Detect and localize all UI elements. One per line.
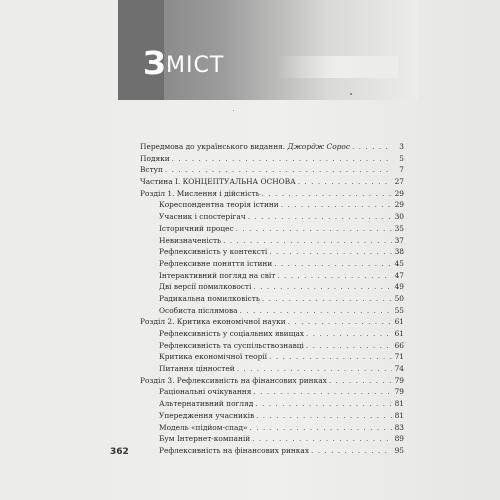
dot-leader [256,410,392,422]
toc-title-text: Упередження учасників [159,410,255,420]
dot-leader [252,433,392,445]
toc-entry-title [159,363,235,375]
toc-title-text: Рефлексивне поняття істини [159,258,273,268]
toc-entry [140,398,404,410]
toc-entry [140,199,404,211]
toc-entry [140,293,404,305]
toc-page-number: 81 [394,410,404,420]
dot-leader [253,386,392,398]
toc-entry [140,433,404,445]
bleed-through-shadow [276,56,398,78]
toc-page-number: 71 [394,352,404,362]
toc-entry [140,351,404,363]
toc-entry [140,223,404,235]
dot-leader [262,188,392,200]
dot-leader [269,246,392,258]
toc-page-number: 79 [394,387,404,397]
dot-leader [281,199,392,211]
toc-entry [140,235,404,247]
toc-entry-title [159,258,272,270]
toc-entry [140,246,404,258]
toc-page-number: 66 [394,340,404,350]
page-number: 362 [110,447,129,457]
toc-title-text: Інтерактивний погляд на світ [159,270,276,280]
toc-page-number: 89 [394,434,404,444]
toc-page-number: 95 [394,445,404,455]
toc-entry [140,445,404,457]
toc-entry-title [140,316,286,328]
toc-title-text: Кореспондентна теорія істини [159,200,279,210]
toc-entry-title [159,199,279,211]
toc-entry-title [140,188,260,200]
toc-title-text: Радикальна помилковість [159,293,260,303]
toc-title-text: Рефлексивність у контексті [159,247,268,257]
dot-leader [277,270,392,282]
toc-title-text: Рефлексивність у соціальних явищах [159,329,305,338]
toc-entry-title [159,293,260,305]
toc-entry [140,281,404,293]
toc-entry-title [159,410,254,422]
toc-entry [140,270,404,282]
toc-entry-title [159,445,309,457]
toc-page-number: 47 [394,270,404,280]
toc-entry-title [159,340,304,352]
toc-title-text: Розділ 1. Мислення і дійсність [140,188,260,198]
toc-entry-title [159,305,238,317]
dot-leader [306,340,392,352]
toc-entry-title [159,235,221,247]
dot-leader [237,363,392,375]
toc-entry-title [140,164,163,176]
toc-entry [140,340,404,352]
toc-page-number: 29 [394,200,404,210]
toc-author: Джордж Сорос [287,142,350,151]
dot-leader [240,305,392,317]
toc-title-text: Вступ [140,165,163,175]
toc-title-text: Розділ 3. Рефлексивність на фінансових ринках [140,375,327,385]
toc-entry [140,363,404,375]
toc-entry [140,141,404,153]
toc-page-number: 3 [399,142,404,151]
table-of-contents [140,141,404,457]
toc-page-number: 7 [399,165,404,175]
toc-page-number: 45 [394,258,404,268]
toc-entry [140,328,404,340]
dot-leader [329,375,392,387]
toc-entry-title [159,281,251,293]
toc-entry [140,164,404,176]
toc-page-number: 79 [394,375,404,385]
toc-page-number: 37 [394,235,404,245]
toc-title-text: Раціональні очікування [159,387,252,397]
toc-title-text: Критика економічної теорії [159,352,268,362]
dot-leader [262,293,392,305]
toc-title-text: Дві версії помилковості [159,282,252,292]
title-initial: З [143,44,166,82]
toc-entry-title [159,398,253,410]
toc-entry [140,316,404,328]
toc-page-number: 50 [394,293,404,303]
toc-entry-title [159,211,246,223]
toc-entry [140,410,404,422]
dot-leader [352,141,392,153]
toc-entry [140,422,404,434]
toc-page-number: 81 [394,399,404,409]
toc-entry [140,211,404,223]
toc-entry-title [140,176,296,188]
toc-title-text: Особиста післямова [159,305,238,315]
toc-title-text: Історичний процес [159,223,234,233]
toc-page-number: 83 [394,422,404,432]
dot-leader [165,164,392,176]
paper-speck [350,93,352,95]
toc-entry-title [159,270,275,282]
toc-entry [140,375,404,387]
toc-page-number: 74 [394,364,404,374]
toc-page-number: 55 [394,305,404,315]
toc-title-text: Рефлексивність та суспільствознавці [159,340,304,350]
toc-entry-title [140,375,327,387]
dot-leader [172,153,392,165]
toc-title-text: Питання цінностей [159,364,235,374]
toc-entry [140,386,404,398]
toc-title-text: Невизначеність [159,235,222,245]
toc-page-number: 61 [394,317,404,327]
toc-entry-title [159,246,267,258]
toc-title-text: Подяки [140,153,170,163]
toc-entry [140,188,404,200]
toc-entry-title [159,223,234,235]
dot-leader [248,211,392,223]
toc-page-number: 29 [394,188,404,198]
toc-page-number: 49 [394,282,404,292]
toc-title-text: Передмова до українського видання. [140,142,286,151]
toc-entry-title [140,153,170,165]
toc-entry [140,153,404,165]
paper-speck [233,110,234,111]
toc-page-number: 27 [394,177,404,187]
dot-leader [311,445,392,457]
toc-title-text: Бум Інтернет-компаній [159,434,251,444]
toc-entry-title [159,386,251,398]
dot-leader [306,328,392,340]
toc-title-text: Учасник і спостерігач [159,212,246,222]
dot-leader [253,281,392,293]
page-title: МІСТ [166,53,225,78]
dot-leader [223,235,392,247]
toc-title-text: Частина І. КОНЦЕПТУАЛЬНА ОСНОВА [140,177,296,187]
dot-leader [298,176,392,188]
toc-page-number: 38 [394,247,404,257]
toc-entry-title [140,141,350,153]
toc-entry-title [159,328,304,340]
toc-title-text: Рефлексивність на фінансових ринках [159,445,309,455]
toc-page-number: 61 [394,329,404,338]
dot-leader [255,398,392,410]
dot-leader [236,223,392,235]
toc-title-text: Альтернативний погляд [159,399,254,409]
toc-entry [140,258,404,270]
toc-entry-title [159,422,248,434]
toc-page-number: 35 [394,223,404,233]
toc-title-text: Розділ 2. Критика економічної науки [140,317,286,327]
toc-entry [140,305,404,317]
dot-leader [274,258,392,270]
toc-title-text: Модель «підйом-спад» [159,422,248,432]
dot-leader [288,316,392,328]
toc-entry-title [159,351,267,363]
dot-leader [269,351,392,363]
toc-page-number: 30 [394,212,404,222]
toc-entry [140,176,404,188]
toc-page-number: 5 [399,153,404,163]
dot-leader [250,422,392,434]
toc-entry-title [159,433,250,445]
